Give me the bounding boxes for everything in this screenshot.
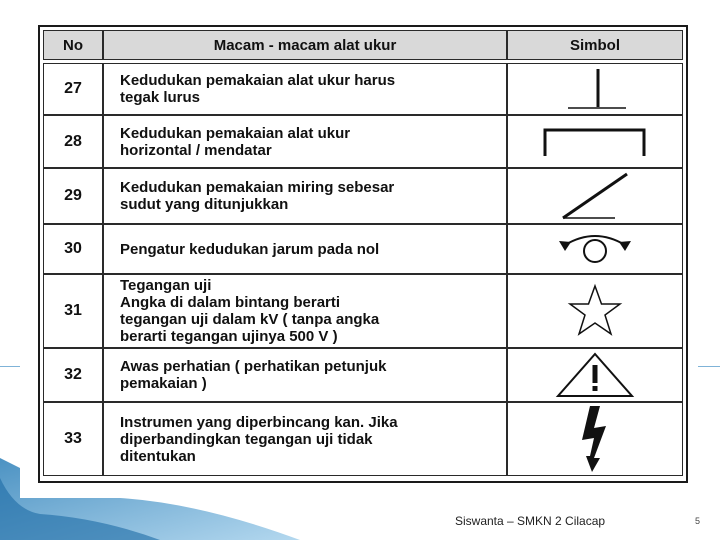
description-line: ditentukan [120,447,196,465]
horizontal-position-icon [540,124,650,160]
description-line: tegangan uji dalam kV ( tanpa angka [120,311,380,328]
row-number: 32 [43,348,103,402]
description-line: Kedudukan pemakaian alat ukur harus [120,72,396,89]
zero-adjuster-icon [555,231,635,267]
row-symbol [507,274,683,348]
description-line: berarti tegangan ujinya 500 V ) [120,328,338,345]
decorative-line-left [0,366,20,367]
inclined-position-icon [555,170,635,222]
row-number: 31 [43,274,103,348]
description-line: Angka di dalam bintang berarti [120,294,341,311]
table-header-row [43,30,683,60]
row-description [103,402,507,476]
row-description [103,274,507,348]
description-line: Kedudukan pemakaian alat ukur [120,124,351,142]
table-row [43,348,683,402]
description-line: sudut yang ditunjukkan [120,196,289,213]
row-description [103,63,507,115]
table-row [43,224,683,274]
description-line: pemakaian ) [120,375,207,392]
decorative-line-right [698,366,720,367]
row-number: 29 [43,168,103,224]
row-description [103,224,507,274]
description-line: Pengatur kedudukan jarum pada nol [120,240,380,258]
row-number: 33 [43,402,103,476]
symbol-table-frame [38,25,688,483]
row-description [103,348,507,402]
row-symbol [507,402,683,476]
vertical-position-icon [560,67,630,111]
symbol-table [43,30,683,476]
table-row [43,115,683,168]
row-symbol [507,168,683,224]
lightning-bolt-icon [570,404,620,474]
row-number: 28 [43,115,103,168]
header-no: No [43,30,103,60]
row-description [103,168,507,224]
star-icon [565,283,625,339]
table-row [43,168,683,224]
warning-triangle-icon [555,351,635,399]
page-number: 5 [695,516,701,526]
row-symbol [507,63,683,115]
description-line: Kedudukan pemakaian miring sebesar [120,179,395,196]
row-symbol [507,115,683,168]
header-symbol: Simbol [507,30,683,60]
table-row [43,402,683,476]
row-symbol [507,224,683,274]
description-line: Tegangan uji [120,277,212,294]
row-symbol [507,348,683,402]
footer-author: Siswanta – SMKN 2 Cilacap [455,514,606,528]
description-line: horizontal / mendatar [120,141,272,159]
table-row [43,63,683,115]
row-number: 27 [43,63,103,115]
row-number: 30 [43,224,103,274]
description-line: tegak lurus [120,89,201,106]
description-line: Instrumen yang diperbincang kan. Jika [120,413,398,431]
row-description [103,115,507,168]
description-line: diperbandingkan tegangan uji tidak [120,430,373,448]
header-description: Macam - macam alat ukur [103,30,507,60]
description-line: Awas perhatian ( perhatikan petunjuk [120,358,387,375]
table-row [43,274,683,348]
